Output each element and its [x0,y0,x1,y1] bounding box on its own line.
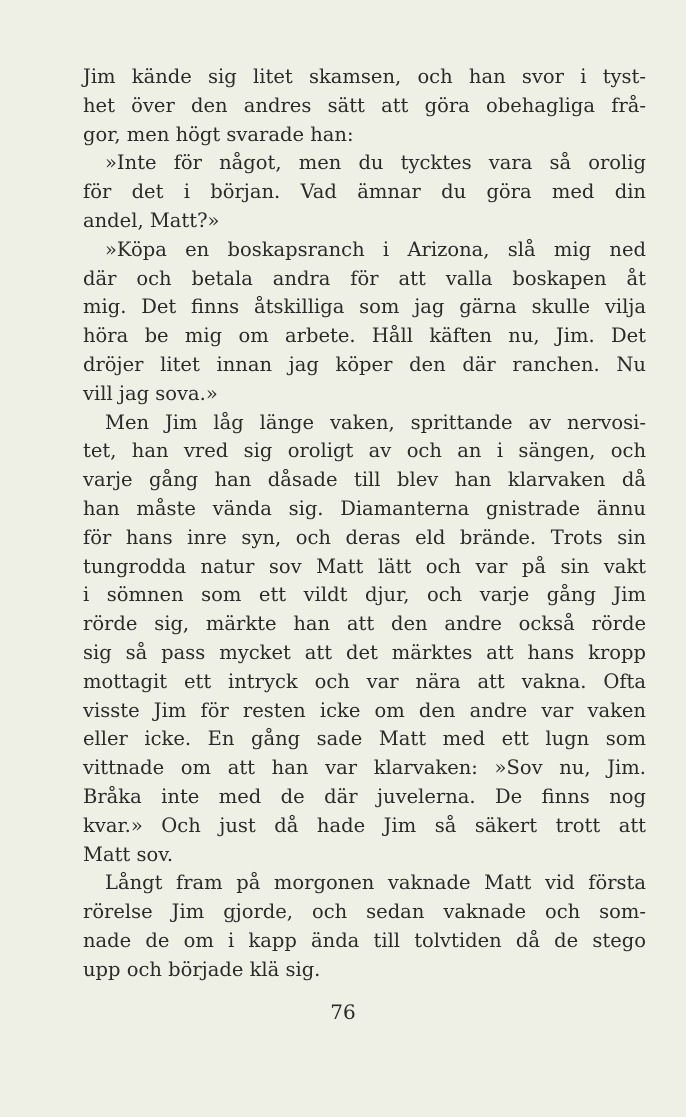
text-line: rörelse Jim gjorde, och sedan vaknade och som- [83,900,646,924]
text-line: rörde sig, märkte han att den andre också rörde [83,612,646,636]
text-line: i sömnen som ett vildt djur, och varje gång Jim [83,583,646,607]
text-line: »Köpa en boskapsranch i Arizona, slå mig ned [105,237,646,261]
text-line: sig så pass mycket att det märktes att hans kropp [83,640,646,664]
text-line: Matt sov. [83,842,174,866]
text-line: kvar.» Och just då hade Jim så säkert trott att [83,813,646,837]
text-line: vill jag sova.» [83,381,218,405]
text-line: för hans inre syn, och deras eld brände. Trots sin [83,525,646,549]
text-line: upp och började klä sig. [83,957,321,981]
page-number: 76 [330,1000,356,1024]
text-line: dröjer litet innan jag köper den där ranchen. Nu [83,352,646,376]
text-line: Men Jim låg länge vaken, sprittande av nervosi- [105,410,646,434]
text-line: mig. Det finns åtskilliga som jag gärna skulle vilja [83,295,646,319]
text-line: tungrodda natur sov Matt lätt och var på sin vakt [83,554,646,578]
text-line: mottagit ett intryck och var nära att vakna. Ofta [83,669,646,693]
text-line: »Inte för något, men du tycktes vara så orolig [105,151,646,175]
text-line: visste Jim för resten icke om den andre var vaken [83,698,646,722]
text-line: höra be mig om arbete. Håll käften nu, Jim. Det [83,324,646,348]
text-line: för det i början. Vad ämnar du göra med din [83,180,646,204]
text-line: het över den andres sätt att göra obehagliga frå- [83,93,646,117]
text-line: andel, Matt?» [83,208,220,232]
text-line: tet, han vred sig oroligt av och an i sängen, och [83,439,646,463]
body-text [83,63,646,985]
text-line: gor, men högt svarade han: [83,122,354,146]
text-line: vittnade om att han var klarvaken: »Sov nu, Jim. [83,756,646,780]
text-line: Jim kände sig litet skamsen, och han svor i tyst- [83,65,646,88]
text-line: han måste vända sig. Diamanterna gnistrade ännu [83,496,646,520]
text-line: varje gång han dåsade till blev han klarvaken då [83,468,646,492]
text-line: där och betala andra för att valla boskapen åt [83,266,646,290]
text-line: Bråka inte med de där juvelerna. De finns nog [83,784,646,808]
text-line: eller icke. En gång sade Matt med ett lugn som [83,727,646,751]
text-line: nade de om i kapp ända till tolvtiden då de stego [83,928,646,952]
text-line: Långt fram på morgonen vaknade Matt vid första [105,871,646,895]
